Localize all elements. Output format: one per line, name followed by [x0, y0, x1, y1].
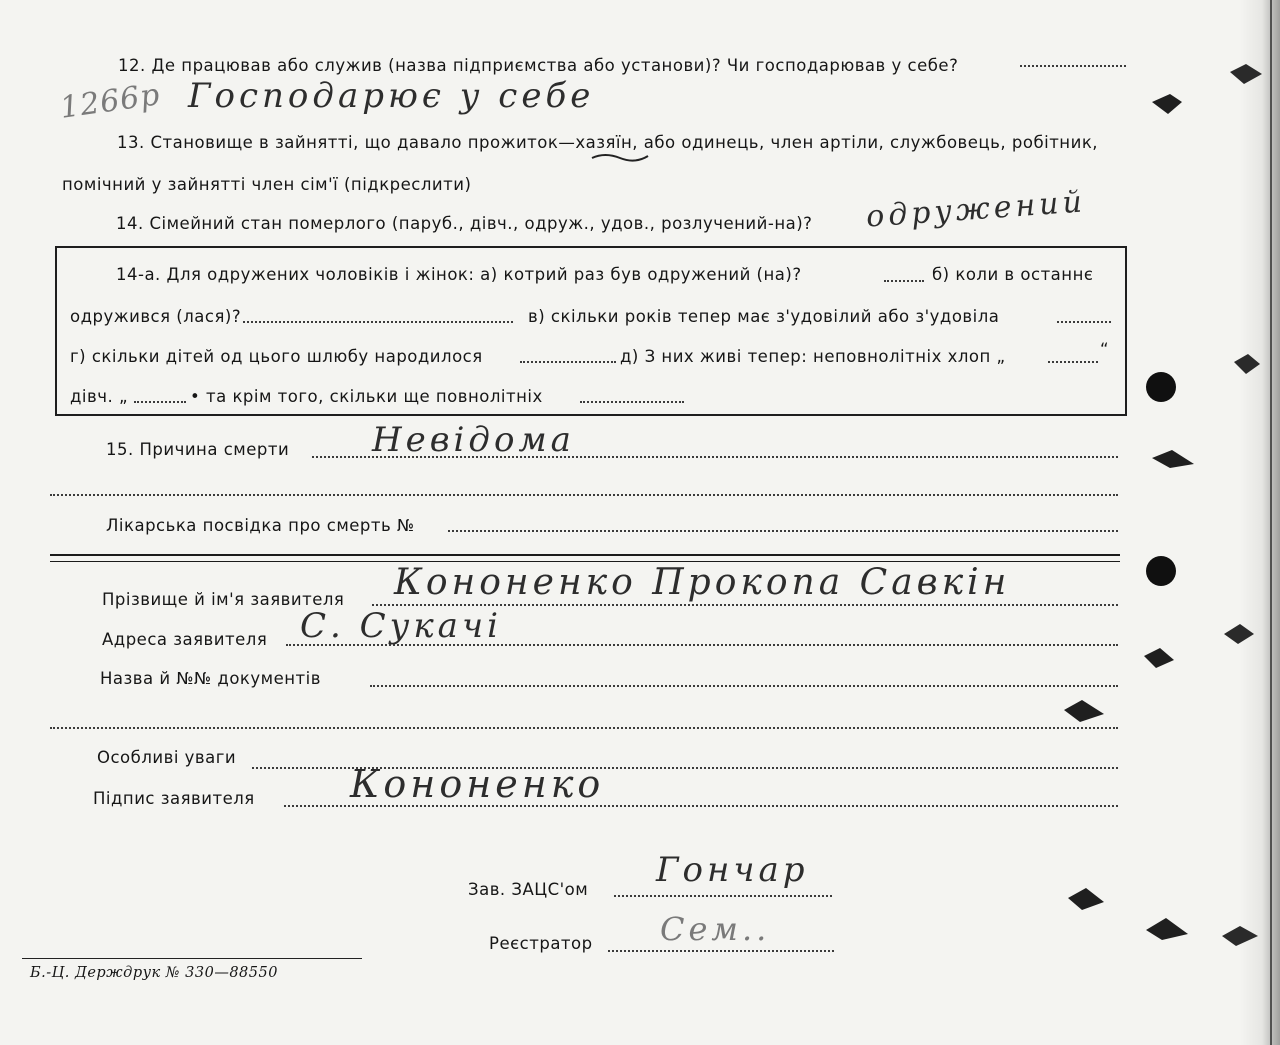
applicant-address-handwriting: С. Сукачі — [300, 606, 502, 646]
applicant-name-label: Прізвище й ім'я заявителя — [102, 590, 345, 609]
q12-question: 12. Де працював або служив (назва підприємства або установи)? Чи господарював у себе? — [118, 56, 959, 75]
zags-head-label: Зав. ЗАЦС'ом — [468, 880, 589, 899]
q13-question-line1: 13. Становище в зайнятті, що давало прожиток—хазяїн, або одинець, член артіли, службовець, робітник, — [117, 133, 1099, 152]
q15-label: 15. Причина смерти — [106, 440, 290, 459]
q14a-field-widowed-years — [1057, 321, 1111, 323]
punch-mark — [1062, 698, 1106, 726]
punch-mark — [1150, 446, 1196, 472]
punch-mark — [1232, 352, 1262, 378]
page-edge-shadow — [1240, 0, 1280, 1045]
printer-rule — [22, 958, 362, 959]
medical-certificate-line — [448, 530, 1118, 532]
applicant-name-handwriting: Кононенко Прокопа Савкін — [394, 562, 1011, 603]
q14a-field-minor-boys — [1048, 361, 1098, 363]
q14a-field-adults — [580, 401, 684, 403]
special-notes-label: Особливі уваги — [97, 748, 237, 767]
q14a-line3-quote: “ — [1100, 340, 1110, 359]
q14a-line4-text: дівч. „ — [70, 387, 129, 406]
applicant-signature-label: Підпис заявителя — [93, 789, 255, 808]
applicant-signature-handwriting: Кононенко — [350, 762, 605, 806]
zags-head-line — [614, 895, 832, 897]
binding-hole-upper — [1146, 372, 1176, 402]
section-separator-top — [50, 554, 1120, 556]
q15-answer-handwriting: Невідома — [372, 420, 575, 460]
q14a-line4-b: • та крім того, скільки ще повнолітніх — [190, 387, 543, 406]
punch-mark — [1144, 916, 1190, 944]
binding-hole-lower — [1146, 556, 1176, 586]
punch-mark — [1222, 622, 1256, 648]
q14a-line2-text: одружився (лася)? — [70, 307, 242, 326]
q14a-field-last-married — [243, 321, 513, 323]
q15-extra-line — [50, 494, 1118, 496]
page-edge-line — [1270, 0, 1272, 1045]
applicant-documents-label: Назва й №№ документів — [100, 669, 321, 688]
q12-answer-handwriting: Господарює у себе — [188, 76, 595, 116]
zags-head-signature: Гончар — [656, 850, 809, 890]
punch-mark — [1228, 60, 1264, 88]
q12-fill-line — [1020, 65, 1126, 67]
q14a-line3-text: г) скільки дітей од цього шлюбу народилося — [70, 347, 483, 366]
q12-margin-note: 1266р — [58, 77, 163, 126]
q14a-field-children-born — [520, 361, 616, 363]
q14a-field-marriage-count — [884, 280, 924, 282]
printer-imprint: Б.-Ц. Держдрук № 330—88550 — [30, 965, 278, 981]
applicant-documents-extra-line — [50, 727, 1118, 729]
registrar-label: Реєстратор — [489, 934, 593, 953]
q14a-line1-b: б) коли в останнє — [932, 265, 1094, 284]
punch-mark — [1066, 886, 1106, 914]
applicant-address-label: Адреса заявителя — [102, 630, 268, 649]
registrar-line — [608, 950, 834, 952]
q13-question-line2: помічний у зайнятті член сім'ї (підкреслити) — [62, 175, 472, 194]
q13-underline-mark — [590, 150, 650, 164]
q14a-line2-b: в) скільки років тепер має з'удовілий або з'удовіла — [528, 307, 1000, 326]
q14a-field-minor-girls — [134, 401, 186, 403]
q14a-line1-text: 14-а. Для одружених чоловіків і жінок: а) котрий раз був одружений (на)? — [116, 265, 802, 284]
medical-certificate-label: Лікарська посвідка про смерть № — [106, 516, 415, 535]
applicant-documents-line — [370, 685, 1118, 687]
q14-answer-handwriting: одружений — [865, 184, 1087, 235]
punch-mark — [1220, 922, 1260, 950]
punch-mark — [1150, 88, 1184, 118]
q14a-line3-b: д) З них живі тепер: неповнолітніх хлоп „ — [620, 347, 1006, 366]
registrar-signature: Сем.. — [660, 910, 771, 948]
punch-mark — [1142, 646, 1176, 672]
q14-question: 14. Сімейний стан померлого (паруб., дівч., одруж., удов., розлучений-на)? — [116, 214, 813, 233]
